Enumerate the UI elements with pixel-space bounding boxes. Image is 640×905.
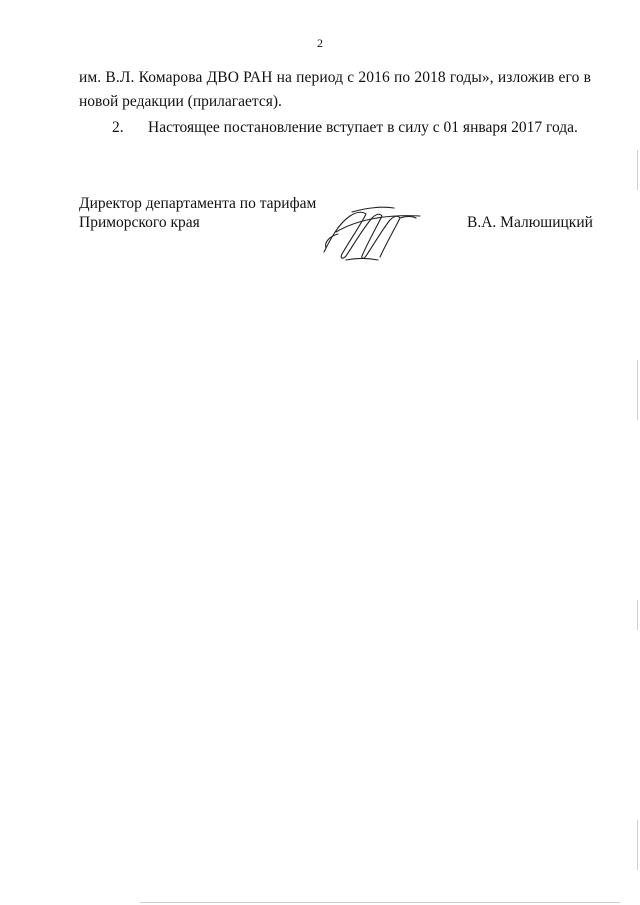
item-number: 2. [112,119,124,136]
signatory-name: В.А. Малюшицкий [467,214,593,231]
handwritten-signature-icon [316,202,428,264]
numbered-item-2 [112,116,578,140]
scan-edge-mark [637,150,638,190]
scan-edge-mark [637,820,638,870]
scan-bottom-edge [140,902,620,903]
signatory-position-line1: Директор департамента по тарифам [79,195,317,212]
scan-edge-mark [637,360,638,420]
signatory-position [79,194,316,232]
scan-edge-mark [637,600,638,630]
paragraph-continued-end: новой редакции (прилагается). [79,93,282,110]
item-text: Настоящее постановление вступает в силу с 01 января 2017 года. [148,119,578,136]
paragraph-continued-line: им. В.Л. Комарова ДВО РАН на период с 2016 по 2018 годы», изложив его в [79,69,591,86]
signatory-position-line2: Приморского края [79,214,200,231]
page-number: 2 [317,36,323,50]
